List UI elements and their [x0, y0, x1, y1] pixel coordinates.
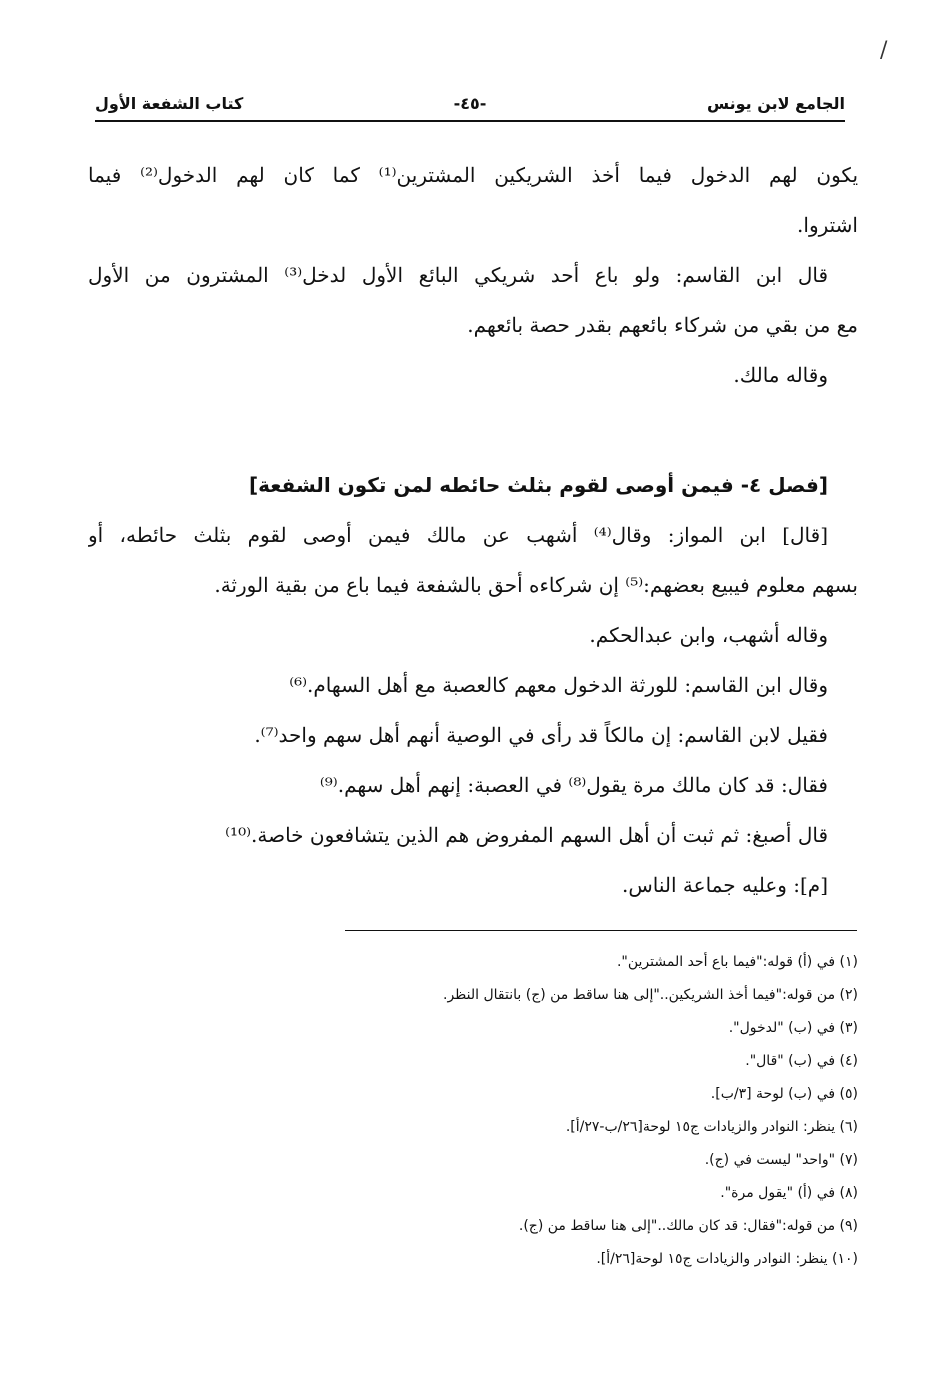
- footnote: (٩) من قوله:"فقال: قد كان مالك.."إلى هنا ساقط من (ج).: [518, 1218, 858, 1234]
- text-line: وقاله مالك.: [733, 363, 828, 387]
- text-line: يكون لهم الدخول فيما أخذ الشريكين المشترين⁽¹⁾ كما كان لهم الدخول⁽²⁾ فيما: [88, 163, 858, 187]
- text-line: مع من بقي من شركاء بائعهم بقدر حصة بائعهم.: [467, 313, 858, 337]
- text-line: فقيل لابن القاسم: إن مالكاً قد رأى في الوصية أنهم أهل سهم واحد⁽⁷⁾.: [254, 723, 828, 747]
- text-line: وقاله أشهب، وابن عبدالحكم.: [589, 623, 828, 647]
- text-line: [م]: وعليه جماعة الناس.: [622, 873, 828, 897]
- text-line: قال أصبغ: ثم ثبت أن أهل السهم المفروض هم الذين يتشافعون خاصة.⁽¹⁰⁾: [225, 823, 828, 847]
- book-title: الجامع لابن يونس: [707, 94, 845, 113]
- footnote: (١) في (أ) قوله:"فيما باع أحد المشترين".: [616, 954, 858, 970]
- footnote: (٣) في (ب) "لدخول".: [728, 1020, 858, 1036]
- text-line: فقال: قد كان مالك مرة يقول⁽⁸⁾ في العصبة: إنهم أهل سهم.⁽⁹⁾: [319, 773, 828, 797]
- footnote: (١٠) ينظر: النوادر والزيادات ج١٥ لوحة[٢٦/أ].: [596, 1251, 858, 1267]
- footnote-rule: [345, 930, 857, 931]
- section-title: [فصل ٤- فيمن أوصى لقوم بثلث حائطه لمن تكون الشفعة]: [249, 473, 828, 497]
- text-line: بسهم معلوم فيبيع بعضهم:⁽⁵⁾ إن شركاءه أحق بالشفعة فيما باع من بقية الورثة.: [214, 573, 858, 597]
- footnotes: [88, 946, 858, 1276]
- footnote: (٤) في (ب) "قال".: [745, 1053, 858, 1069]
- footnote: (٨) في (أ) "يقول مرة".: [720, 1185, 858, 1201]
- text-line: قال ابن القاسم: ولو باع أحد شريكي البائع الأول لدخل⁽³⁾ المشترون من الأول: [88, 263, 828, 287]
- footnote: (٦) ينظر: النوادر والزيادات ج١٥ لوحة[٢٦/ب-٢٧/أ].: [565, 1119, 858, 1135]
- main-text: [88, 150, 858, 910]
- footnote: (٢) من قوله:"فيما أخذ الشريكين.."إلى هنا ساقط من (ج) بانتقال النظر.: [443, 987, 858, 1003]
- text-line: [قال] ابن المواز: وقال⁽⁴⁾ أشهب عن مالك فيمن أوصى لقوم بثلث حائطه، أو: [88, 523, 829, 547]
- text-line: وقال ابن القاسم: للورثة الدخول معهم كالعصبة مع أهل السهام.⁽⁶⁾: [289, 673, 828, 697]
- header-rule: [95, 120, 845, 122]
- margin-mark: /: [880, 38, 888, 63]
- chapter-title: كتاب الشفعة الأول: [95, 94, 244, 113]
- footnote: (٥) في (ب) لوحة [٣/ب].: [710, 1086, 858, 1102]
- text-line: اشتروا.: [797, 213, 858, 237]
- footnote: (٧) "واحد" ليست في (ج).: [704, 1152, 858, 1168]
- page-number: -٤٥-: [453, 94, 487, 113]
- running-header: [95, 88, 845, 118]
